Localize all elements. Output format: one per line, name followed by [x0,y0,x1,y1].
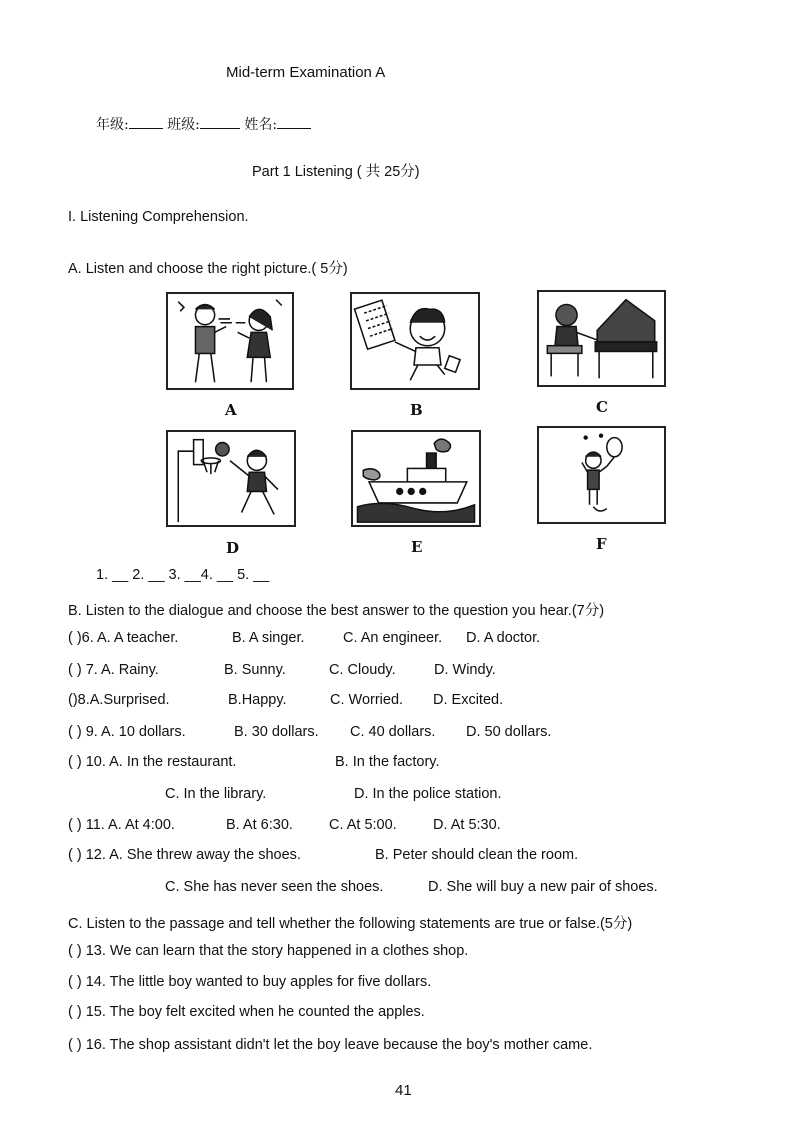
picture-label-c: C [596,398,608,416]
q7-option-a[interactable]: ( ) 7. A. Rainy. [68,662,159,678]
picture-label-d: D [226,539,240,557]
q16-statement[interactable]: ( ) 16. The shop assistant didn't let the boy leave because the boy's mother came. [68,1037,593,1053]
name-blank[interactable] [277,116,311,129]
q8-option-b[interactable]: B.Happy. [228,692,287,708]
q10-option-d[interactable]: D. In the police station. [354,786,502,802]
q8-option-c[interactable]: C. Worried. [330,692,404,708]
boy-with-balloon-icon [539,428,664,522]
picture-label-b: B [410,401,423,419]
q7-option-b[interactable]: B. Sunny. [224,662,286,678]
section-a-answer-line[interactable]: 1. __ 2. __ 3. __4. __ 5. __ [96,567,270,583]
picture-f [537,426,666,524]
picture-label-e: E [411,538,423,556]
q11-option-b[interactable]: B. At 6:30. [226,817,293,833]
q10-option-c[interactable]: C. In the library. [165,786,267,802]
section-a-instruction: A. Listen and choose the right picture.( 5分) [68,261,348,277]
class-label: 班级: [167,117,200,133]
q10-option-b[interactable]: B. In the factory. [335,754,440,770]
q14-statement[interactable]: ( ) 14. The little boy wanted to buy apples for five dollars. [68,974,432,990]
name-label: 姓名: [244,117,278,133]
q8-option-d[interactable]: D. Excited. [433,692,504,708]
boy-with-abacus-icon [352,294,478,388]
q12-option-b[interactable]: B. Peter should clean the room. [375,847,579,863]
q9-option-c[interactable]: C. 40 dollars. [350,724,436,740]
ship-icon [353,432,479,525]
grade-label: 年级: [96,117,129,133]
q9-option-b[interactable]: B. 30 dollars. [234,724,319,740]
picture-e [351,430,481,527]
q6-option-b[interactable]: B. A singer. [232,630,305,646]
q15-statement[interactable]: ( ) 15. The boy felt excited when he counted the apples. [68,1004,425,1020]
q13-statement[interactable]: ( ) 13. We can learn that the story happened in a clothes shop. [68,943,469,959]
picture-a [166,292,294,390]
q12-option-a[interactable]: ( ) 12. A. She threw away the shoes. [68,847,301,863]
section1-heading: I. Listening Comprehension. [68,209,249,225]
section-c-instruction: C. Listen to the passage and tell whether the following statements are true or false.(5分) [68,916,633,932]
q6-option-a[interactable]: ( )6. A. A teacher. [68,630,179,646]
q9-option-d[interactable]: D. 50 dollars. [466,724,552,740]
exam-title: Mid-term Examination A [226,64,386,81]
q12-option-c[interactable]: C. She has never seen the shoes. [165,879,384,895]
picture-label-a: A [225,401,237,419]
q6-option-d[interactable]: D. A doctor. [466,630,541,646]
section-b-instruction: B. Listen to the dialogue and choose the best answer to the question you hear.(7分) [68,603,605,619]
student-info-line [96,114,311,134]
q11-option-d[interactable]: D. At 5:30. [433,817,501,833]
arguing-couple-icon [168,294,292,388]
q11-option-c[interactable]: C. At 5:00. [329,817,397,833]
q7-option-c[interactable]: C. Cloudy. [329,662,396,678]
class-blank[interactable] [200,116,240,129]
q11-option-a[interactable]: ( ) 11. A. At 4:00. [68,817,175,833]
q12-option-d[interactable]: D. She will buy a new pair of shoes. [428,879,658,895]
picture-d [166,430,296,527]
girl-playing-piano-icon [539,292,664,385]
q8-option-a[interactable]: ()8.A.Surprised. [68,692,170,708]
page-number: 41 [395,1082,412,1099]
picture-c [537,290,666,387]
part1-heading: Part 1 Listening ( 共 25分) [252,164,420,180]
picture-b [350,292,480,390]
q6-option-c[interactable]: C. An engineer. [343,630,443,646]
q7-option-d[interactable]: D. Windy. [434,662,496,678]
grade-blank[interactable] [129,116,163,129]
picture-label-f: F [596,535,607,553]
q10-option-a[interactable]: ( ) 10. A. In the restaurant. [68,754,237,770]
q9-option-a[interactable]: ( ) 9. A. 10 dollars. [68,724,186,740]
boy-playing-basketball-icon [168,432,294,525]
